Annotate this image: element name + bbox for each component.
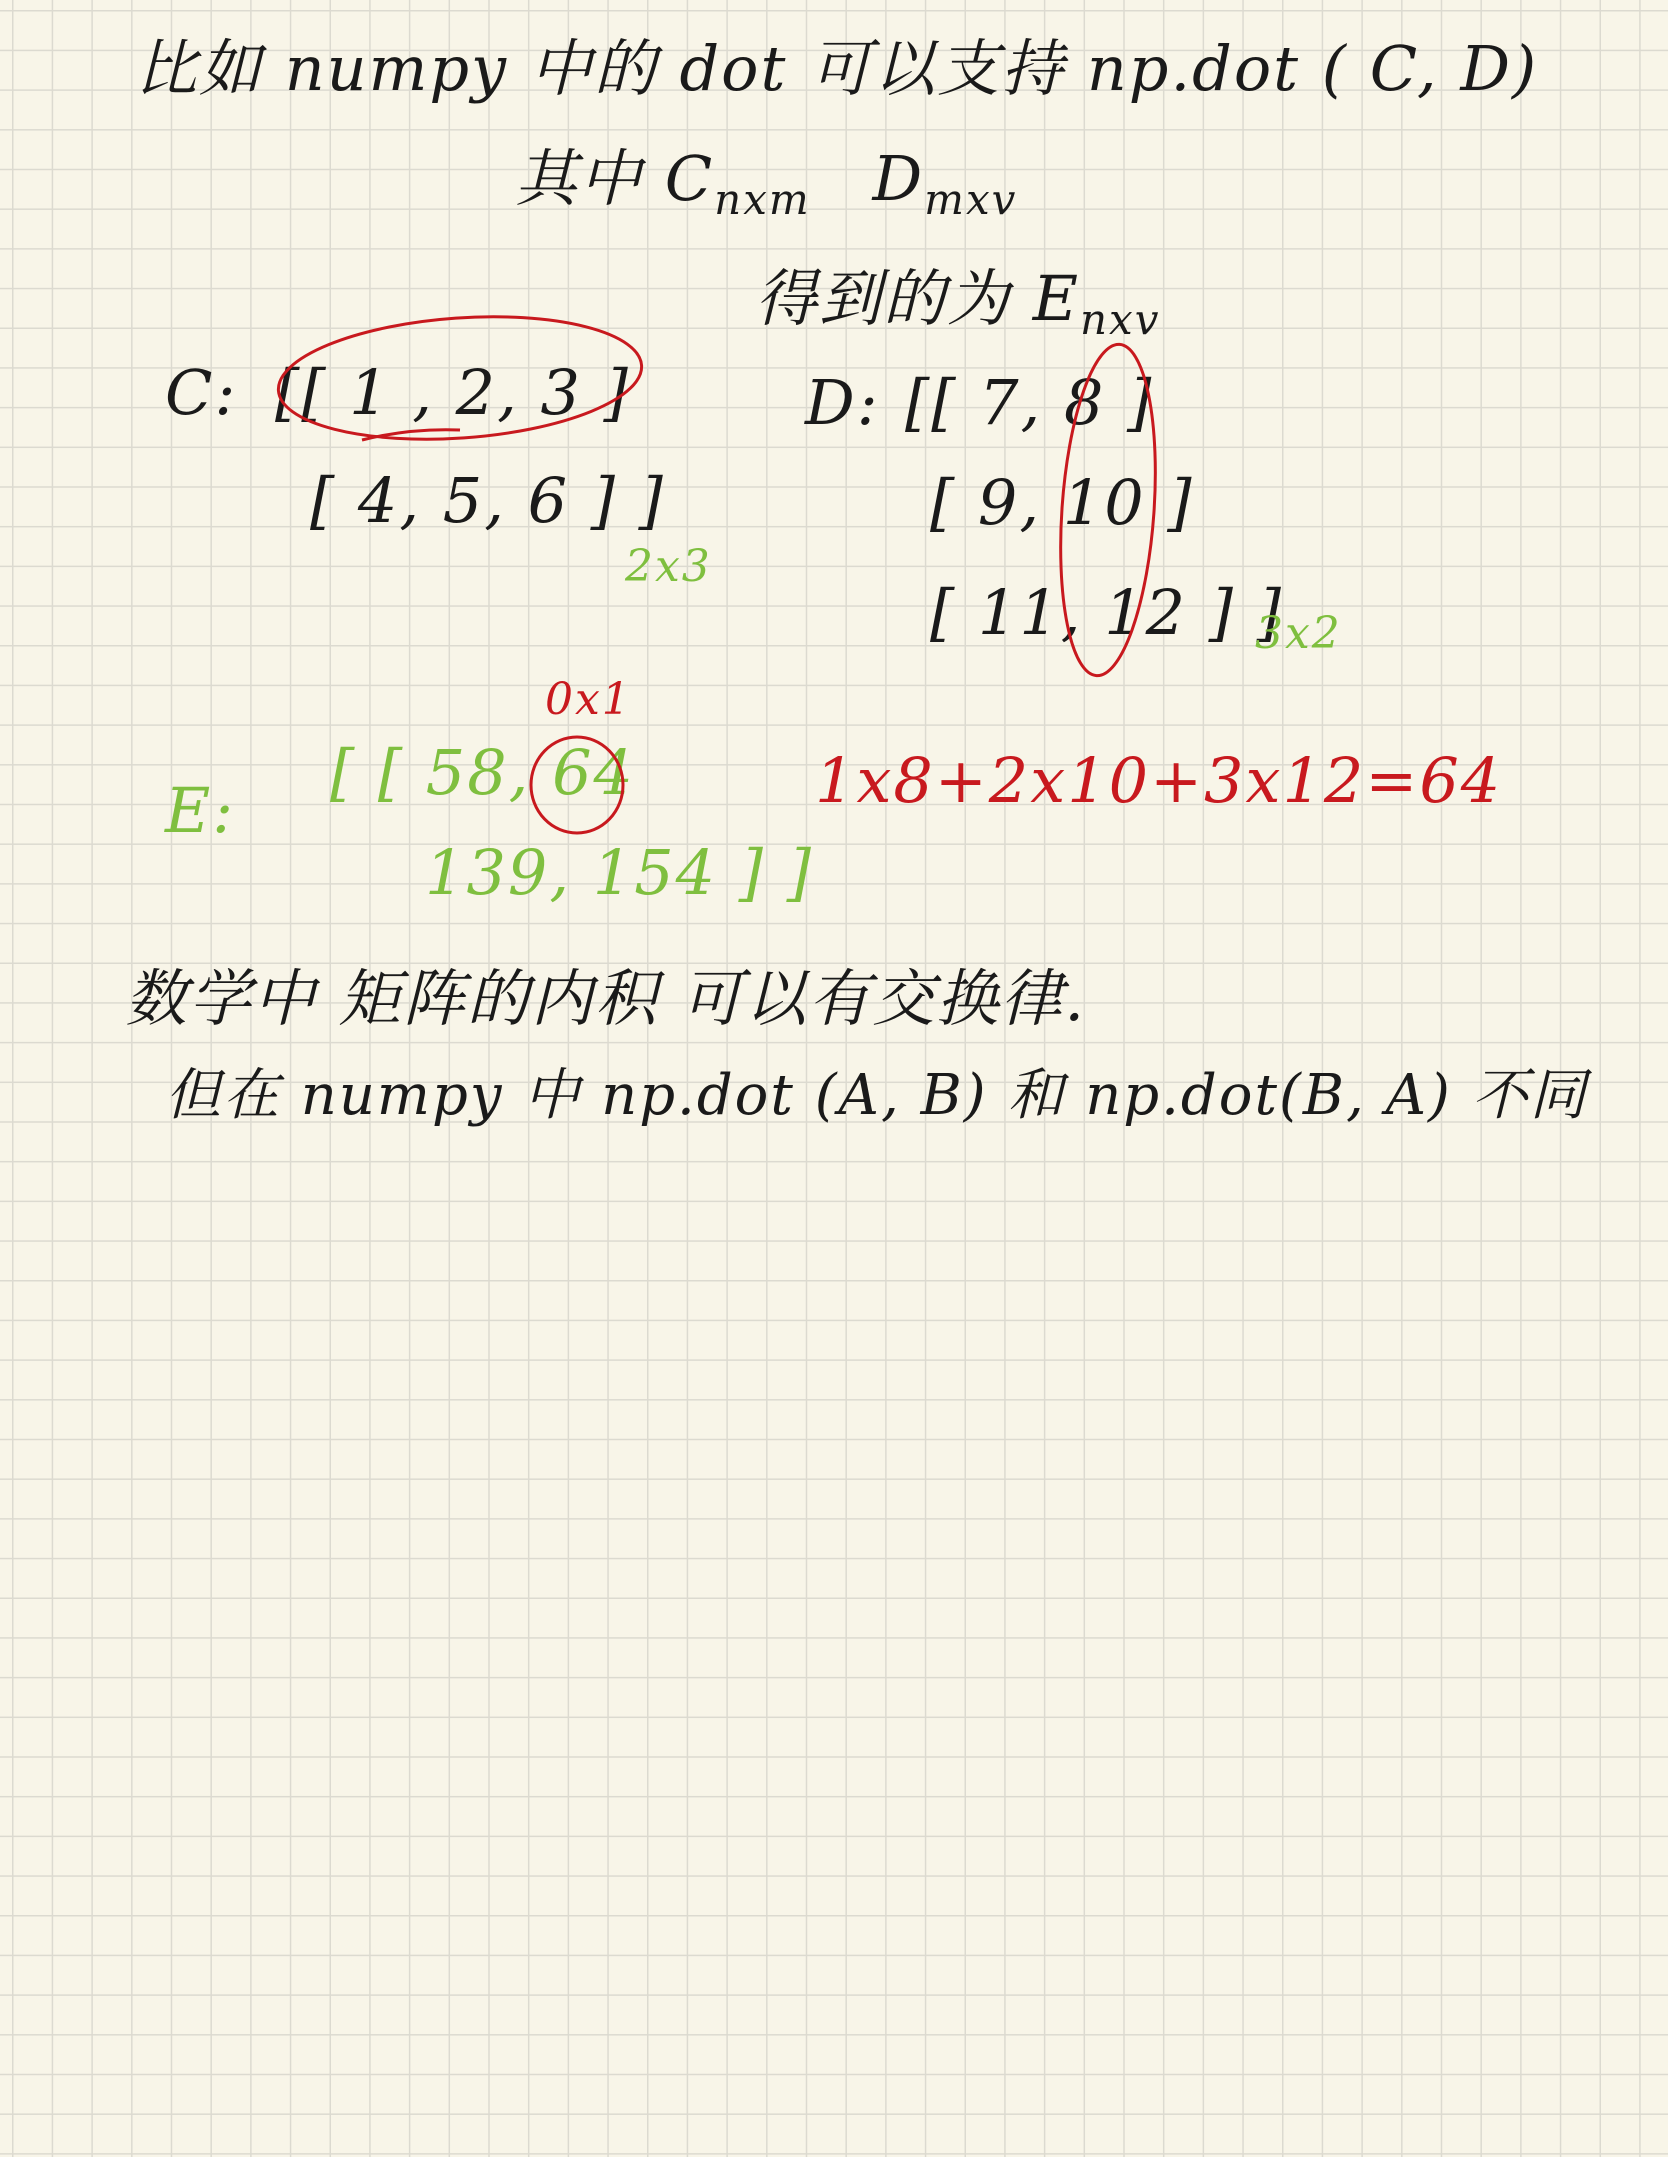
matrix-e-label: E: [165, 774, 236, 847]
matrix-e-row-2: 139, 154 ] ] [425, 836, 813, 909]
c-subscript: nxm [714, 175, 811, 224]
note-numpy-difference: 但在 numpy 中 np.dot (A, B) 和 np.dot(B, A) 不同 [165, 1063, 1588, 1128]
result-prefix: 得到的为 E [755, 262, 1080, 335]
d-symbol: D [872, 142, 925, 215]
matrix-c-shape: 2x3 [625, 541, 712, 592]
matrix-c-label: C: [165, 356, 238, 429]
intro-line: 比如 numpy 中的 dot 可以支持 np.dot ( C, D) [135, 32, 1539, 105]
e-subscript: nxv [1079, 295, 1161, 344]
note-commutative: 数学中 矩阵的内积 可以有交换律. [125, 962, 1087, 1035]
matrix-d-row-2: [ 9, 10 ] [930, 466, 1194, 539]
matrix-c-row-2: [ 4, 5, 6 ] ] [310, 464, 665, 537]
matrix-e-annotation: 0x1 [545, 674, 632, 725]
matrix-c-row-1: [[ 1 , 2, 3 ] [275, 356, 630, 429]
d-subscript: mxv [924, 175, 1018, 224]
column-highlight-ellipse [1051, 341, 1166, 679]
calculation-text: 1x8+2x10+3x12=64 [815, 744, 1503, 817]
matrix-d-row-3: [ 11, 12 ] ] [930, 576, 1283, 649]
result-highlight-circle [531, 737, 623, 833]
matrix-d-shape: 3x2 [1255, 608, 1342, 659]
matrix-e-row-1: [ [ 58, 64 [330, 736, 635, 809]
dimension-prefix: 其中 C [515, 142, 715, 215]
matrix-d-row-1: [[ 7, 8 ] [905, 366, 1154, 439]
matrix-d-label: D: [805, 366, 880, 439]
